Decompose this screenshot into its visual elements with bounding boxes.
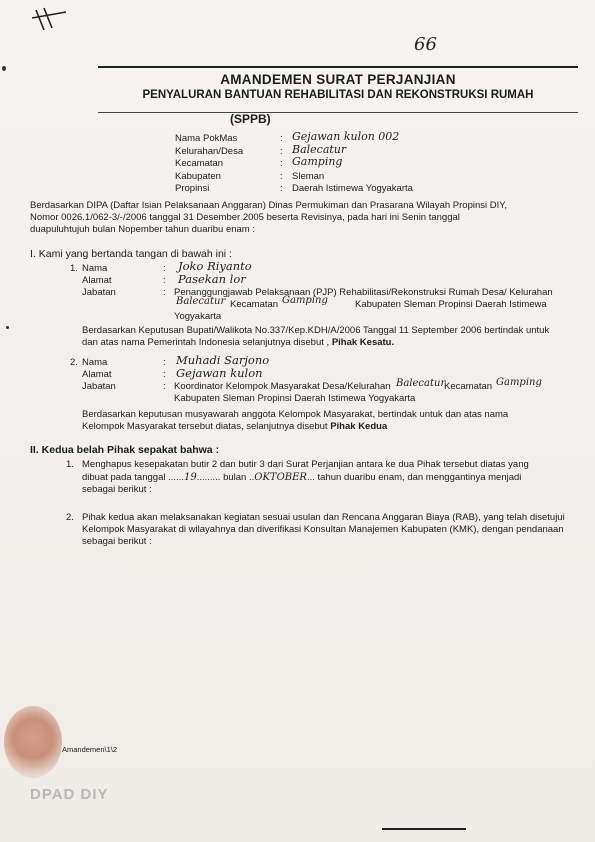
party1-basis-line: dan atas nama Pemerintah Indonesia selanjutnya disebut , Pihak Kesatu. <box>82 337 395 348</box>
identity-value: Gamping <box>292 155 343 168</box>
party2-village-handwritten: Balecatur <box>396 378 446 389</box>
intro-line: Berdasarkan DIPA (Daftar Isian Pelaksanaan Anggaran) Dinas Permukiman dan Prasarana Wilayah Propinsi DIY, <box>30 200 508 211</box>
identity-label: Propinsi <box>175 183 210 194</box>
item1-line: dibuat pada tanggal ......19......... bulan ..OKTOBER... tahun duaribu enam, dan menggantinya menjadi <box>82 472 522 483</box>
party2-name-value: Muhadi Sarjono <box>176 353 270 367</box>
party1-name-value: Joko Riyanto <box>178 259 252 273</box>
item1-line: Menghapus kesepakatan butir 2 dan butir 3 dari Surat Perjanjian antara ke dua Pihak tersebut diatas yang <box>82 459 529 470</box>
footer-rule <box>382 828 466 830</box>
party2-position-line: Kabupaten Sleman Propinsi Daerah Istimewa Yogyakarta <box>174 393 416 404</box>
party2-designation: Pihak Kedua <box>330 421 388 432</box>
item1-number: 1. <box>66 459 74 470</box>
intro-line: duapuluhtujuh bulan Nopember tahun duaribu enam : <box>30 224 255 235</box>
identity-label: Kabupaten <box>175 171 221 182</box>
colon: : <box>163 263 166 274</box>
item2-line: Pihak kedua akan melaksanakan kegiatan sesuai usulan dan Rencana Anggaran Biaya (RAB), yang telah disetujui <box>82 512 565 523</box>
party1-designation: Pihak Kesatu. <box>331 337 395 348</box>
hole-punch-mark <box>2 66 6 71</box>
section1-heading: I. Kami yang bertanda tangan di bawah ini : <box>30 248 232 260</box>
identity-value: Gejawan kulon 002 <box>292 130 400 143</box>
identity-colon: : <box>280 171 283 182</box>
party1-name-label: Nama <box>82 263 108 274</box>
item2-number: 2. <box>66 512 74 523</box>
party1-address-label: Alamat <box>82 275 112 286</box>
party2-address-value: Gejawan kulon <box>176 366 263 380</box>
party2-position-label: Jabatan <box>82 381 116 392</box>
party1-position-line: Kecamatan <box>230 299 279 310</box>
colon: : <box>163 287 166 298</box>
colon: : <box>163 357 166 368</box>
official-seal <box>4 706 62 778</box>
identity-colon: : <box>280 146 283 157</box>
identity-colon: : <box>280 183 283 194</box>
identity-value: Balecatur <box>292 143 347 156</box>
party1-basis-line: Berdasarkan Keputusan Bupati/Walikota No.337/Kep.KDH/A/2006 Tanggal 11 September 2006 bertindak untuk <box>82 325 550 336</box>
doc-subtitle: PENYALURAN BANTUAN REHABILITASI DAN REKONSTRUKSI RUMAH <box>142 89 534 101</box>
identity-label: Nama PokMas <box>175 133 238 144</box>
identity-label: Kelurahan/Desa <box>175 146 244 157</box>
doc-acronym: (SPPB) <box>230 112 271 126</box>
party2-district-handwritten: Gamping <box>496 377 542 388</box>
page-number-handwritten: 66 <box>414 34 437 55</box>
party1-number: 1. <box>70 263 78 274</box>
party2-name-label: Nama <box>82 357 108 368</box>
party2-basis-line: Berdasarkan keputusan musyawarah anggota Kelompok Masyarakat, bertindak untuk dan atas nama <box>82 409 509 420</box>
doc-title: AMANDEMEN SURAT PERJANJIAN <box>220 72 456 87</box>
party2-number: 2. <box>70 357 78 368</box>
item1-day-handwritten: 19 <box>183 472 197 483</box>
party2-position-line: Koordinator Kelompok Masyarakat Desa/Kelurahan <box>174 381 391 392</box>
party2-basis-line: Kelompok Masyarakat tersebut diatas, selanjutnya disebut Pihak Kedua <box>82 421 388 432</box>
identity-colon: : <box>280 133 283 144</box>
title-box <box>98 66 578 113</box>
watermark: DPAD DIY <box>30 786 109 803</box>
identity-label: Kecamatan <box>175 158 224 169</box>
party2-address-label: Alamat <box>82 369 112 380</box>
speck <box>6 326 9 329</box>
party1-position-label: Jabatan <box>82 287 116 298</box>
party1-village-handwritten: Balecatur <box>176 296 226 307</box>
intro-line: Nomor 0026.1/062-3/-/2006 tanggal 31 Desember 2005 beserta Revisinya, pada hari ini Senin tanggal <box>30 212 460 223</box>
party1-position-line: Kabupaten Sleman Propinsi Daerah Istimewa <box>355 299 547 310</box>
identity-value: Daerah Istimewa Yogyakarta <box>292 183 413 194</box>
item1-month-handwritten: OKTOBER <box>254 472 307 483</box>
party1-position-line: Penanggungjawab Pelaksanaan (PJP) Rehabilitasi/Rekonstruksi Rumah Desa/ Kelurahan <box>174 287 553 298</box>
doc-code: Amandemen\1\2 <box>62 745 118 754</box>
party1-district-handwritten: Gamping <box>282 295 328 306</box>
colon: : <box>163 275 166 286</box>
colon: : <box>163 369 166 380</box>
identity-value: Sleman <box>292 171 325 182</box>
party1-position-line: Yogyakarta <box>174 311 222 322</box>
item2-line: Kelompok Masyarakat di wilayahnya dan diverifikasi Konsultan Manajemen Kabupaten (KMK), dengan pendanaan <box>82 524 564 535</box>
party1-address-value: Pasekan lor <box>178 272 246 286</box>
item1-line: sebagai berikut : <box>82 484 152 495</box>
handwritten-mark <box>30 4 70 34</box>
colon: : <box>163 381 166 392</box>
section2-heading: II. Kedua belah Pihak sepakat bahwa : <box>30 444 220 456</box>
item2-line: sebagai berikut : <box>82 536 152 547</box>
identity-colon: : <box>280 158 283 169</box>
party2-position-line: Kecamatan <box>444 381 493 392</box>
